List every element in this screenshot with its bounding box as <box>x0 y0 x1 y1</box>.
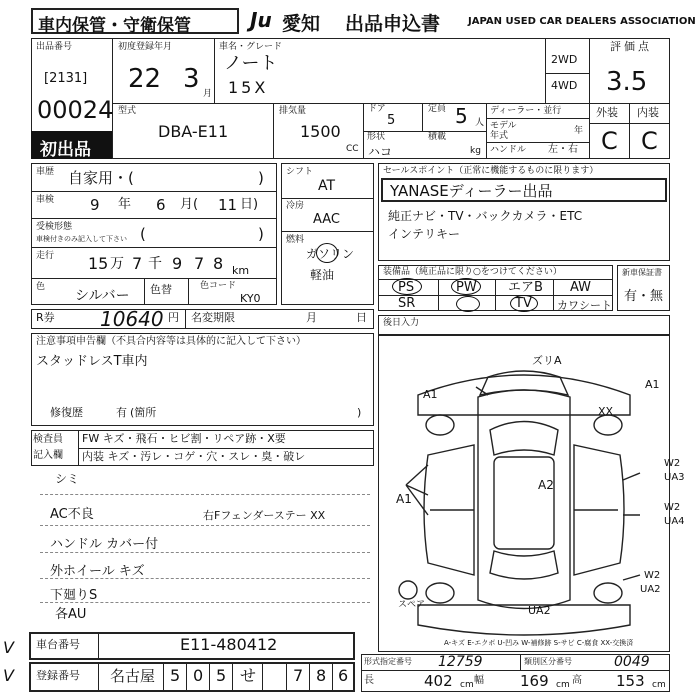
equip-ps: PS <box>398 280 415 295</box>
capacity-value: 5 <box>455 104 468 128</box>
load-label: 積載 <box>428 132 447 142</box>
score-label: 評価点 <box>610 40 652 53</box>
recycle-label: 受検形態 <box>36 222 73 232</box>
exterior-grade: C <box>601 127 618 155</box>
drive-2wd: 2WD <box>551 53 578 66</box>
plate-digit-1: 5 <box>170 666 181 685</box>
dealer-label: ディーラー・並行 <box>490 106 562 116</box>
repair-label: 修復歴 <box>50 406 83 419</box>
color-change-label: 色替 <box>150 283 172 296</box>
plate-number-2: 8 <box>316 666 327 685</box>
cc-unit: CC <box>346 144 359 154</box>
cert-value: 12759 <box>438 654 483 670</box>
equip-tv: TV <box>515 296 532 311</box>
form-title: 出品申込書 <box>345 13 441 35</box>
registration-month: 3 <box>183 64 200 94</box>
equip-sr: SR <box>398 296 416 311</box>
mark-zuri-a: ズリA <box>532 354 562 367</box>
recycle-close: ) <box>258 225 264 243</box>
drive-4wd: 4WD <box>551 79 578 92</box>
height-unit: cm <box>652 680 666 690</box>
displacement-value: 1500 <box>300 122 341 141</box>
length-label: 長 <box>364 675 374 686</box>
selling-points-label: セールスポイント（正常に機能するものに限ります） <box>383 166 599 176</box>
comment-1: シミ <box>55 472 80 486</box>
handle-label: ハンドル <box>490 145 527 155</box>
color-code-label: 色コード <box>200 281 237 291</box>
capacity-unit: 人 <box>475 118 485 128</box>
mileage-d3: 9 <box>172 254 183 273</box>
rear-input-label: 後日入力 <box>383 318 420 328</box>
auction-number: [2131] <box>44 71 88 86</box>
notes-text: スタッドレスT車内 <box>36 354 148 369</box>
doors-value: 5 <box>387 113 396 128</box>
usage-value: 自家用・( <box>68 169 134 187</box>
ju-logo: Ju <box>250 8 272 32</box>
r-ticket-label: R券 <box>36 311 55 324</box>
comment-2: AC不良 <box>50 507 94 522</box>
shaken-month: 6 <box>156 196 166 214</box>
mark-ua4: UA4 <box>664 516 685 527</box>
width-unit: cm <box>556 680 570 690</box>
lot-number: 00024 <box>37 96 114 124</box>
lot-label: 出品番号 <box>36 42 73 52</box>
shape-value: ハコ <box>368 145 393 159</box>
usage-label: 車歴 <box>36 167 55 177</box>
width-value: 169 <box>520 672 549 690</box>
repair-value: 有 <box>116 406 127 419</box>
mileage-d2: 7 <box>132 254 143 273</box>
mileage-d1: 15 <box>88 254 109 273</box>
ac-value: AAC <box>313 212 340 227</box>
plate-digit-2: 0 <box>193 666 204 685</box>
r-ticket-unit: 円 <box>168 311 179 324</box>
equip-pw: PW <box>456 280 477 295</box>
shaken-year: 9 <box>90 196 100 214</box>
margin-mark-1: V <box>3 638 14 657</box>
mark-a1-front-left: A1 <box>423 388 438 401</box>
mark-a1-front-right: A1 <box>645 378 660 391</box>
comment-3: 右Fフェンダーステー XX <box>203 509 326 522</box>
spare-label: スペア <box>398 600 426 610</box>
storage-label: 車内保管・守衛保管 <box>38 16 191 36</box>
mileage-label: 走行 <box>36 251 55 261</box>
deadline-month: 月 <box>306 311 317 324</box>
shaken-m: 月( <box>180 197 199 212</box>
height-label: 高 <box>572 675 582 686</box>
comment-4: ハンドル カバー付 <box>50 537 159 552</box>
height-value: 153 <box>616 672 645 690</box>
shaken-d: 日) <box>240 197 259 212</box>
new-warranty-value: 有・無 <box>624 289 664 304</box>
chassis-label: 車台番号 <box>36 638 80 651</box>
model-name: ノート <box>224 53 278 74</box>
selling-headline: YANASEディーラー出品 <box>390 182 553 200</box>
rear-input-frame <box>378 315 670 335</box>
mileage-u2: 千 <box>148 256 162 272</box>
new-warranty-label: 新車保証書 <box>622 268 662 277</box>
fuel-gas-circle <box>316 243 338 263</box>
mark-w2-rear: W2 <box>644 570 661 581</box>
equip-blank-circle <box>456 296 480 312</box>
length-unit: cm <box>460 680 474 690</box>
equip-ps-circle <box>392 278 422 295</box>
comment-5: 外ホイール キズ <box>50 564 145 579</box>
mileage-d5: 8 <box>213 254 224 273</box>
width-label: 幅 <box>474 675 484 686</box>
repair-open: (箇所 <box>130 406 157 419</box>
equip-leather: カワシート <box>557 299 612 312</box>
class-label: 類別区分番号 <box>524 657 572 666</box>
model-year-label: モデル 年式 <box>490 121 517 141</box>
plate-number-1: 7 <box>293 666 304 685</box>
exterior-label: 外装 <box>596 106 618 119</box>
type-label: 型式 <box>118 106 137 116</box>
repair-close: ) <box>357 406 362 419</box>
model-label: 車名・グレード <box>219 42 283 52</box>
r-ticket-value: 10640 <box>100 307 164 331</box>
shift-value: AT <box>318 178 336 194</box>
equip-airbag: エアB <box>508 280 543 295</box>
capacity-label: 定員 <box>428 104 447 114</box>
mark-a2-roof: A2 <box>538 478 554 492</box>
inspector-label-2: 記入欄 <box>33 450 63 461</box>
model-year-suffix: 年 <box>574 126 584 136</box>
assoc-name: JAPAN USED CAR DEALERS ASSOCIATION <box>468 16 696 27</box>
class-value: 0049 <box>614 654 650 670</box>
mileage-u1: 万 <box>110 256 124 272</box>
comment-7: 各AU <box>55 607 87 622</box>
shaken-day: 11 <box>218 196 238 214</box>
equipment-label: 装備品（純正品に限り○をつけてください） <box>383 267 562 277</box>
fuel-diesel: 軽油 <box>310 268 335 282</box>
plate-city: 名古屋 <box>110 667 156 685</box>
interior-label: 内装 <box>637 106 659 119</box>
mark-ua3: UA3 <box>664 472 685 483</box>
name-change-deadline-label: 名変期限 <box>191 311 235 324</box>
color-value: シルバー <box>75 288 130 304</box>
fuel-gas: ガソリン <box>306 247 355 261</box>
deadline-day: 日 <box>356 311 367 324</box>
plate-number-3: 6 <box>338 666 349 685</box>
color-code: KY0 <box>240 292 261 305</box>
mark-ua2-rear-right: UA2 <box>640 584 661 595</box>
plate-kana: せ <box>240 666 257 685</box>
chassis-number: E11-480412 <box>180 635 278 654</box>
model-grade: 15X <box>228 78 269 97</box>
recycle-note: 車検付きのみ記入して下さい <box>36 235 127 243</box>
mileage-d4: 7 <box>194 254 205 273</box>
type-value: DBA-E11 <box>158 122 229 141</box>
mileage-unit: km <box>232 264 250 277</box>
doors-label: ドア <box>368 104 386 114</box>
first-listing-label: 初出品 <box>40 140 91 160</box>
score-value: 3.5 <box>606 67 648 97</box>
shape-label: 形状 <box>367 132 386 142</box>
shift-label: シフト <box>286 167 314 177</box>
color-label: 色 <box>36 282 46 292</box>
mark-w2-right-2: W2 <box>664 502 681 513</box>
recycle-open: ( <box>140 225 146 243</box>
equip-tv-circle <box>510 295 538 312</box>
mark-xx: XX <box>598 405 614 418</box>
displacement-label: 排気量 <box>279 106 307 116</box>
mark-w2-right-1: W2 <box>664 458 681 469</box>
interior-grade: C <box>641 127 658 155</box>
mark-ua2-rear: UA2 <box>528 604 551 617</box>
plate-label: 登録番号 <box>36 669 80 682</box>
selling-line-1: 純正ナビ・TV・バックカメラ・ETC <box>388 209 583 223</box>
notes-label: 注意事項申告欄（不具合内容等は具体的に記入して下さい） <box>36 336 306 347</box>
selling-line-2: インテリキー <box>388 227 461 241</box>
inspector-row-1: FW キズ・飛石・ヒビ割・リペア跡・X要 <box>82 432 286 445</box>
shaken-label: 車検 <box>36 195 55 205</box>
equip-pw-circle <box>451 278 481 295</box>
month-suffix: 月 <box>203 89 213 99</box>
load-unit: kg <box>470 146 481 156</box>
damage-legend: A-キズ E-エクボ U-凹み W-補修跡 S-サビ C-腐食 XX-交換済 <box>444 639 634 647</box>
handle-options: 左・右 <box>548 144 578 155</box>
inspector-row-2: 内装 キズ・汚レ・コゲ・穴・スレ・臭・破レ <box>82 450 306 463</box>
mark-a1-left: A1 <box>396 492 412 506</box>
org-name: 愛知 <box>282 13 321 35</box>
margin-mark-2: V <box>3 666 14 685</box>
inspector-label-1: 検査員 <box>33 434 63 445</box>
shaken-y: 年 <box>118 197 132 212</box>
equip-aw: AW <box>570 280 592 295</box>
length-value: 402 <box>424 672 453 690</box>
usage-close: ) <box>258 169 264 187</box>
fuel-label: 燃料 <box>286 235 305 245</box>
comment-6: 下廻りS <box>50 588 98 603</box>
registration-year: 22 <box>128 64 162 94</box>
cert-label: 形式指定番号 <box>364 657 412 666</box>
plate-digit-3: 5 <box>216 666 227 685</box>
ac-label: 冷房 <box>286 201 305 211</box>
registration-label: 初度登録年月 <box>118 42 173 52</box>
